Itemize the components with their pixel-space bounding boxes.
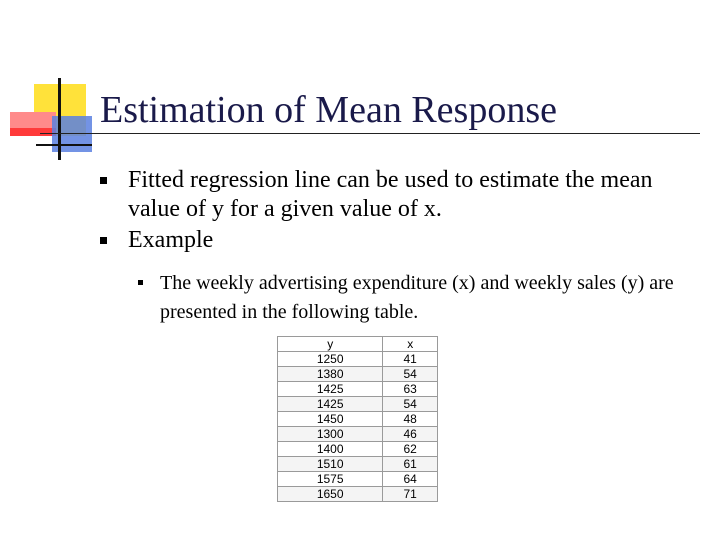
bullet-text: Example	[128, 227, 214, 253]
cell-y: 1380	[278, 367, 383, 382]
bullet-list	[96, 166, 696, 329]
cell-x: 41	[383, 352, 438, 367]
table-row	[278, 487, 438, 502]
sub-bullet-list	[128, 269, 696, 327]
cell-y: 1510	[278, 457, 383, 472]
cell-y: 1425	[278, 382, 383, 397]
bullet-square-icon	[138, 280, 143, 285]
table-row	[278, 427, 438, 442]
table-row	[278, 457, 438, 472]
table-row	[278, 352, 438, 367]
slide-title: Estimation of Mean Response	[100, 89, 557, 131]
cell-y: 1400	[278, 442, 383, 457]
bullet-square-icon	[100, 177, 107, 184]
cell-y: 1250	[278, 352, 383, 367]
cell-y: 1300	[278, 427, 383, 442]
table-row	[278, 412, 438, 427]
table-header-row	[278, 337, 438, 352]
cell-x: 61	[383, 457, 438, 472]
cell-x: 48	[383, 412, 438, 427]
bullet-item	[96, 166, 696, 224]
cell-y: 1450	[278, 412, 383, 427]
decorative-vertical-line	[58, 78, 61, 160]
table-row	[278, 367, 438, 382]
bullet-square-icon	[100, 237, 107, 244]
cell-x: 62	[383, 442, 438, 457]
cell-y: 1425	[278, 397, 383, 412]
bullet-text: Fitted regression line can be used to estimate the mean value of y for a given value of x.	[128, 167, 653, 222]
table-row	[278, 382, 438, 397]
cell-x: 46	[383, 427, 438, 442]
sub-bullet-item	[128, 269, 696, 327]
table-row	[278, 472, 438, 487]
cell-x: 71	[383, 487, 438, 502]
cell-y: 1650	[278, 487, 383, 502]
cell-x: 54	[383, 367, 438, 382]
bullet-item	[96, 226, 696, 327]
cell-y: 1575	[278, 472, 383, 487]
cell-x: 63	[383, 382, 438, 397]
decorative-short-line	[36, 144, 92, 146]
data-table	[277, 336, 438, 502]
column-header-y: y	[278, 337, 383, 352]
column-header-x: x	[383, 337, 438, 352]
table-row	[278, 397, 438, 412]
cell-x: 64	[383, 472, 438, 487]
sub-bullet-text: The weekly advertising expenditure (x) and weekly sales (y) are presented in the following table.	[160, 272, 674, 323]
title-underline	[40, 133, 700, 134]
cell-x: 54	[383, 397, 438, 412]
table-row	[278, 442, 438, 457]
